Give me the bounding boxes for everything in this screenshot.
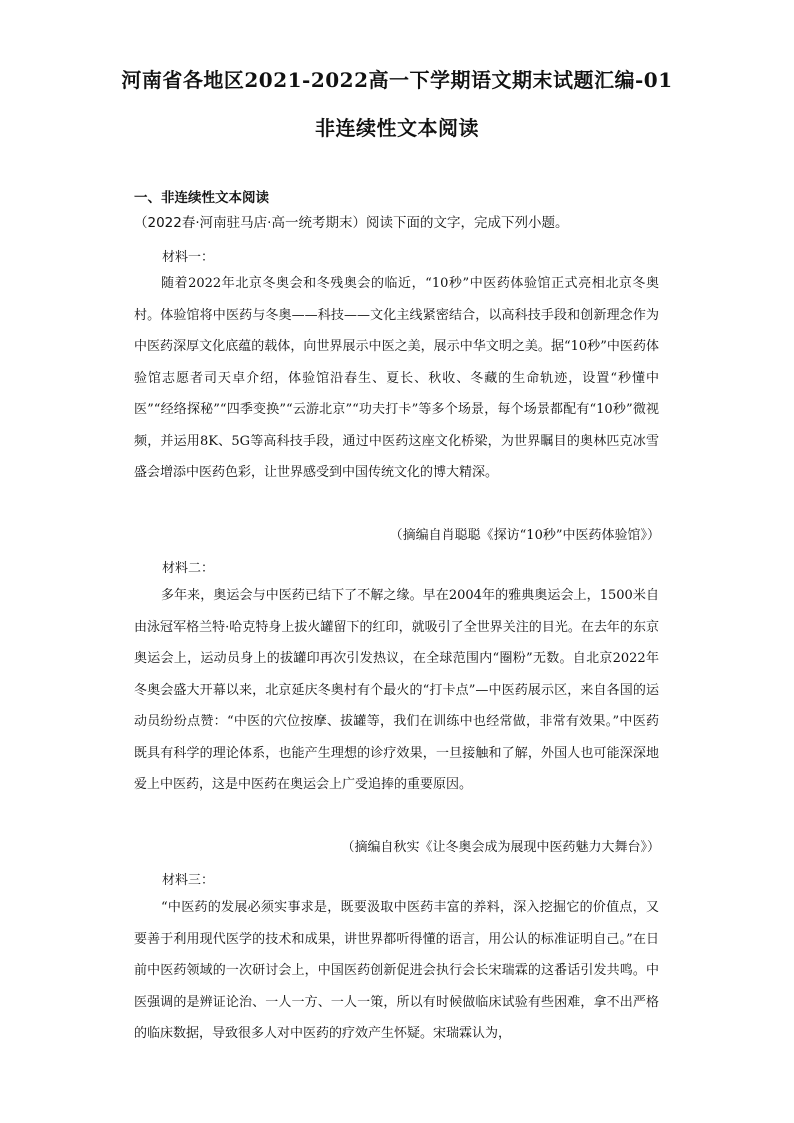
document-title: 河南省各地区2021-2022高一下学期语文期末试题汇编-01 [121, 68, 673, 92]
document-subtitle: 非连续性文本阅读 [315, 116, 479, 140]
question-source-line: （2022春·河南驻马店·高一统考期末）阅读下面的文字，完成下列小题。 [134, 215, 569, 231]
material-2-citation: （摘编自秋实《让冬奥会成为展现中医药魅力大舞台》） [341, 840, 660, 855]
material-2-label: 材料二： [162, 561, 215, 576]
material-3-label: 材料三： [162, 873, 215, 888]
material-1-citation: （摘编自肖聪聪《探访“10秒”中医药体验馆》） [389, 528, 660, 543]
material-1-label: 材料一： [162, 250, 215, 265]
material-1-paragraph: 随着2022年北京冬奥会和冬残奥会的临近，“10秒”中医药体验馆正式亮相北京冬奥村。体验馆将中医药与冬奥——科技——文化主线紧密结合，以高科技手段和创新理念作为中医药深厚文化底蕴的载体，向世界展示中医之美，展示中华文明之美。据“10秒”中医药体验馆志愿者司天卓介绍，体验馆沿春生、夏长、秋收、冬藏的生命轨迹，设置“秒懂中医”“经络探秘”“四季变换”“云游北京”“功夫打卡”等多个场景，每个场景都配有“10秒”微视频，并运用8K、5G等高科技手段，通过中医药这座文化桥梁，为世界瞩目的奥林匹克冰雪盛会增添中医药色彩，让世界感受到中国传统文化的博大精深。 [134, 276, 659, 480]
section-heading: 一、非连续性文本阅读 [134, 190, 269, 206]
material-2-paragraph: 多年来，奥运会与中医药已结下了不解之缘。早在2004年的雅典奥运会上，1500米自由泳冠军格兰特·哈克特身上拔火罐留下的红印，就吸引了全世界关注的目光。在去年的东京奥运会上，运动员身上的拔罐印再次引发热议，在全球范围内“圈粉”无数。自北京2022年冬奥会盛大开幕以来，北京延庆冬奥村有个最火的“打卡点”—中医药展示区，来自各国的运动员纷纷点赞：“中医的穴位按摩、拔罐等，我们在训练中也经常做，非常有效果。”中医药既具有科学的理论体系，也能产生理想的诊疗效果，一旦接触和了解，外国人也可能深深地爱上中医药，这是中医药在奥运会上广受追捧的重要原因。 [134, 588, 659, 792]
material-3-paragraph: “中医药的发展必须实事求是，既要汲取中医药丰富的养料，深入挖掘它的价值点，又要善于利用现代医学的技术和成果，讲世界都听得懂的语言，用公认的标准证明自己。”在日前中医药领域的一次研讨会上，中国医药创新促进会执行会长宋瑞霖的这番话引发共鸣。中医强调的是辨证论治、一人一方、一人一策，所以有时候做临床试验有些困难，拿不出严格的临床数据，导致很多人对中医药的疗效产生怀疑。宋瑞霖认为， [134, 900, 659, 1041]
